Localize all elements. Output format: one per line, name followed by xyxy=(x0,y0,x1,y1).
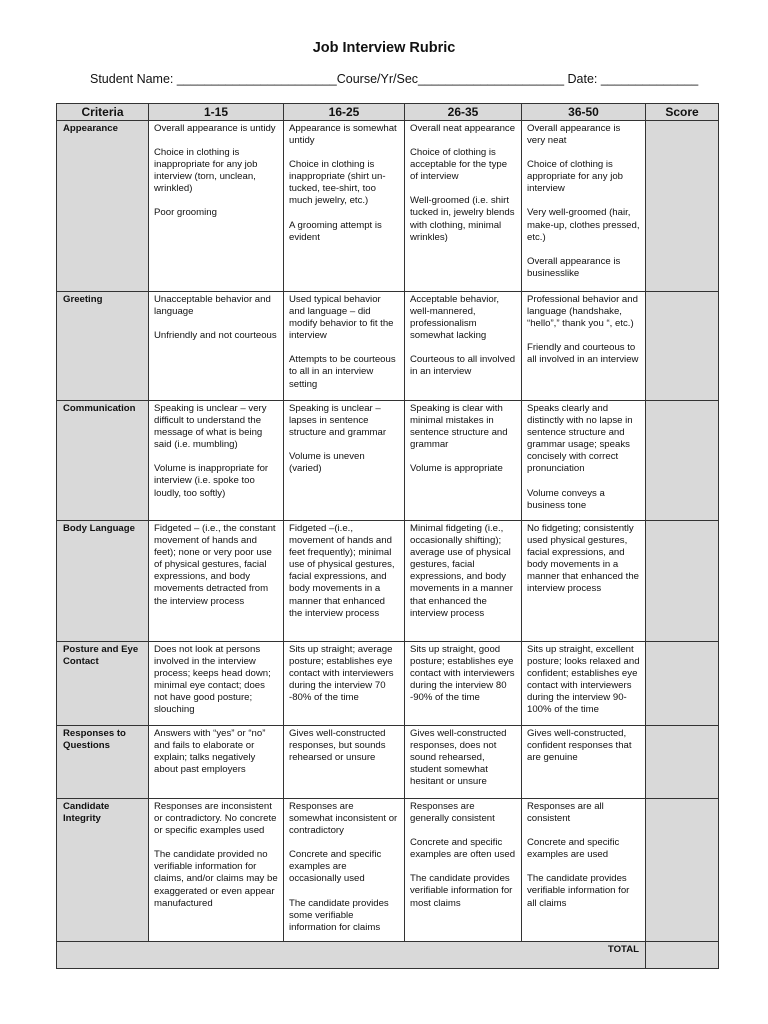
descriptor-text: Speaks clearly and distinctly with no lapse in sentence structure and grammar usage; speaks concisely with correct pronunciation xyxy=(527,403,633,475)
descriptor-cell-1-15 xyxy=(149,642,284,726)
descriptor-text: Responses are inconsistent or contradictory. No concrete or specific examples used xyxy=(154,801,277,837)
header-row xyxy=(57,104,719,121)
rubric-row-communication xyxy=(57,401,719,521)
descriptor-text: Answers with “yes” or “no” and fails to elaborate or explain; talks negatively about past employers xyxy=(154,728,266,776)
header-score: Score xyxy=(646,104,719,121)
descriptor-cell-26-35 xyxy=(405,401,522,521)
score-cell[interactable] xyxy=(646,401,719,521)
descriptor-cell-36-50 xyxy=(522,121,646,292)
rubric-row-posture-and-eye-contact xyxy=(57,642,719,726)
descriptor-cell-26-35 xyxy=(405,642,522,726)
descriptor-cell-16-25 xyxy=(284,799,405,942)
descriptor-cell-16-25 xyxy=(284,401,405,521)
criteria-label: Responses to Questions xyxy=(57,726,149,799)
descriptor-text: Speaking is unclear – very difficult to understand the message of what is being said (i.e. mumbling) xyxy=(154,403,267,451)
descriptor-text: Volume conveys a business tone xyxy=(527,487,605,511)
descriptor-text: Fidgeted – (i.e., the constant movement of hands and feet); none or very poor use of physical gestures, facial expressions, and body movements detracted from the interview process xyxy=(154,523,276,607)
descriptor-cell-1-15 xyxy=(149,799,284,942)
score-cell[interactable] xyxy=(646,521,719,642)
descriptor-text: Choice of clothing is appropriate for any job interview xyxy=(527,159,623,195)
descriptor-cell-1-15 xyxy=(149,726,284,799)
descriptor-text: Concrete and specific examples are often used xyxy=(410,837,516,861)
criteria-label: Communication xyxy=(57,401,149,521)
descriptor-text: Appearance is somewhat untidy xyxy=(289,123,397,147)
descriptor-text: Gives well-constructed responses, but sounds rehearsed or unsure xyxy=(289,728,386,764)
descriptor-cell-1-15 xyxy=(149,401,284,521)
descriptor-text: Poor grooming xyxy=(154,207,217,219)
descriptor-cell-16-25 xyxy=(284,642,405,726)
criteria-label: Greeting xyxy=(57,292,149,401)
descriptor-cell-36-50 xyxy=(522,521,646,642)
rubric-row-body-language xyxy=(57,521,719,642)
descriptor-cell-36-50 xyxy=(522,292,646,401)
descriptor-text: Professional behavior and language (handshake, “hello”,” thank you “, etc.) xyxy=(527,294,638,330)
score-cell[interactable] xyxy=(646,799,719,942)
descriptor-text: Responses are generally consistent xyxy=(410,801,495,825)
score-cell[interactable] xyxy=(646,121,719,292)
descriptor-text: Fidgeted –(i.e., movement of hands and feet frequently); minimal use of physical gestures, facial expressions, and body movements in a manner that enhanced the interview process xyxy=(289,523,395,619)
descriptor-text: Well-groomed (i.e. shirt tucked in, jewelry blends with clothing, minimal wrinkles) xyxy=(410,195,515,243)
descriptor-text: Unacceptable behavior and language xyxy=(154,294,271,318)
descriptor-cell-26-35 xyxy=(405,121,522,292)
descriptor-text: Overall appearance is very neat xyxy=(527,123,621,147)
descriptor-cell-16-25 xyxy=(284,121,405,292)
score-cell[interactable] xyxy=(646,642,719,726)
descriptor-text: The candidate provided no verifiable information for claims, and/or claims may be exaggerated or even appear manufactured xyxy=(154,849,278,909)
descriptor-cell-26-35 xyxy=(405,521,522,642)
header-level-16-25: 16-25 xyxy=(284,104,405,121)
descriptor-cell-36-50 xyxy=(522,401,646,521)
descriptor-text: Does not look at persons involved in the interview process; keeps head down; minimal eye contact; does not have good posture; slouching xyxy=(154,644,271,716)
score-cell[interactable] xyxy=(646,292,719,401)
header-criteria: Criteria xyxy=(57,104,149,121)
descriptor-text: Attempts to be courteous to all in an interview setting xyxy=(289,354,396,390)
descriptor-text: Choice in clothing is inappropriate (shirt un-tucked, tee-shirt, too much jewelry, etc.) xyxy=(289,159,386,207)
total-label: TOTAL xyxy=(57,942,646,969)
descriptor-cell-26-35 xyxy=(405,292,522,401)
descriptor-text: The candidate provides verifiable information for all claims xyxy=(527,873,630,909)
descriptor-text: Used typical behavior and language – did modify behavior to fit the interview xyxy=(289,294,394,342)
descriptor-text: Volume is appropriate xyxy=(410,463,503,475)
criteria-label: Body Language xyxy=(57,521,149,642)
descriptor-text: Concrete and specific examples are occasionally used xyxy=(289,849,382,885)
descriptor-text: Acceptable behavior, well-mannered, professionalism somewhat lacking xyxy=(410,294,500,342)
descriptor-text: Overall appearance is businesslike xyxy=(527,255,621,279)
descriptor-text: Courteous to all involved in an interview xyxy=(410,354,516,378)
total-score-cell[interactable] xyxy=(646,942,719,969)
criteria-label: Candidate Integrity xyxy=(57,799,149,942)
descriptor-cell-36-50 xyxy=(522,799,646,942)
descriptor-cell-16-25 xyxy=(284,521,405,642)
descriptor-cell-26-35 xyxy=(405,799,522,942)
descriptor-text: Gives well-constructed responses, does not sound rehearsed, student somewhat hesitant or unsure xyxy=(410,728,507,788)
header-level-26-35: 26-35 xyxy=(405,104,522,121)
rubric-row-responses-to-questions xyxy=(57,726,719,799)
criteria-label: Posture and Eye Contact xyxy=(57,642,149,726)
descriptor-text: Friendly and courteous to all involved in an interview xyxy=(527,342,639,366)
descriptor-text: Speaking is unclear – lapses in sentence structure and grammar xyxy=(289,403,387,439)
descriptor-text: Responses are all consistent xyxy=(527,801,604,825)
descriptor-text: A grooming attempt is evident xyxy=(289,219,382,243)
descriptor-text: Sits up straight, good posture; establishes eye contact with interviewers during the interview 80 -90% of the time xyxy=(410,644,515,704)
descriptor-text: Volume is inappropriate for interview (i.e. spoke too loudly, too softly) xyxy=(154,463,269,499)
descriptor-text: The candidate provides verifiable information for most claims xyxy=(410,873,513,909)
rubric-table xyxy=(56,103,719,969)
descriptor-text: Very well-groomed (hair, make-up, clothes pressed, etc.) xyxy=(527,207,640,243)
descriptor-text: No fidgeting; consistently used physical gestures, facial expressions, and body movements in a manner that enhanced the interview process xyxy=(527,523,640,595)
student-info-line: Student Name: _______________________Course/Yr/Sec_____________________ Date: ______________ xyxy=(90,72,699,86)
score-cell[interactable] xyxy=(646,726,719,799)
rubric-row-appearance xyxy=(57,121,719,292)
rubric-row-greeting xyxy=(57,292,719,401)
descriptor-text: Minimal fidgeting (i.e., occasionally shifting); average use of physical gestures, facial expressions, and body movements in a manner that enhanced the interview process xyxy=(410,523,513,619)
descriptor-text: Responses are somewhat inconsistent or contradictory xyxy=(289,801,398,837)
criteria-label: Appearance xyxy=(57,121,149,292)
descriptor-text: Unfriendly and not courteous xyxy=(154,330,277,342)
descriptor-text: Concrete and specific examples are used xyxy=(527,837,620,861)
descriptor-cell-26-35 xyxy=(405,726,522,799)
descriptor-text: Overall neat appearance xyxy=(410,123,516,134)
descriptor-cell-36-50 xyxy=(522,726,646,799)
descriptor-text: Speaking is clear with minimal mistakes in sentence structure and grammar xyxy=(410,403,508,451)
descriptor-text: Volume is uneven (varied) xyxy=(289,451,365,475)
descriptor-text: The candidate provides some verifiable information for claims xyxy=(289,897,389,933)
descriptor-text: Sits up straight; average posture; establishes eye contact with interviewers during the interview 70 -80% of the time xyxy=(289,644,394,704)
descriptor-cell-36-50 xyxy=(522,642,646,726)
rubric-row-candidate-integrity xyxy=(57,799,719,942)
descriptor-text: Gives well-constructed, confident responses that are genuine xyxy=(527,728,632,764)
page-title: Job Interview Rubric xyxy=(312,40,456,56)
descriptor-cell-16-25 xyxy=(284,726,405,799)
descriptor-text: Sits up straight, excellent posture; looks relaxed and confident; establishes eye contact with interviewers during the interview 90-100% of the time xyxy=(527,644,640,716)
descriptor-cell-1-15 xyxy=(149,121,284,292)
descriptor-cell-1-15 xyxy=(149,292,284,401)
descriptor-cell-16-25 xyxy=(284,292,405,401)
descriptor-cell-1-15 xyxy=(149,521,284,642)
descriptor-text: Choice of clothing is acceptable for the type of interview xyxy=(410,147,508,183)
header-level-1-15: 1-15 xyxy=(149,104,284,121)
header-level-36-50: 36-50 xyxy=(522,104,646,121)
descriptor-text: Choice in clothing is inappropriate for any job interview (torn, unclean, wrinkled) xyxy=(154,147,258,195)
total-row xyxy=(57,942,719,969)
descriptor-text: Overall appearance is untidy xyxy=(154,123,276,134)
